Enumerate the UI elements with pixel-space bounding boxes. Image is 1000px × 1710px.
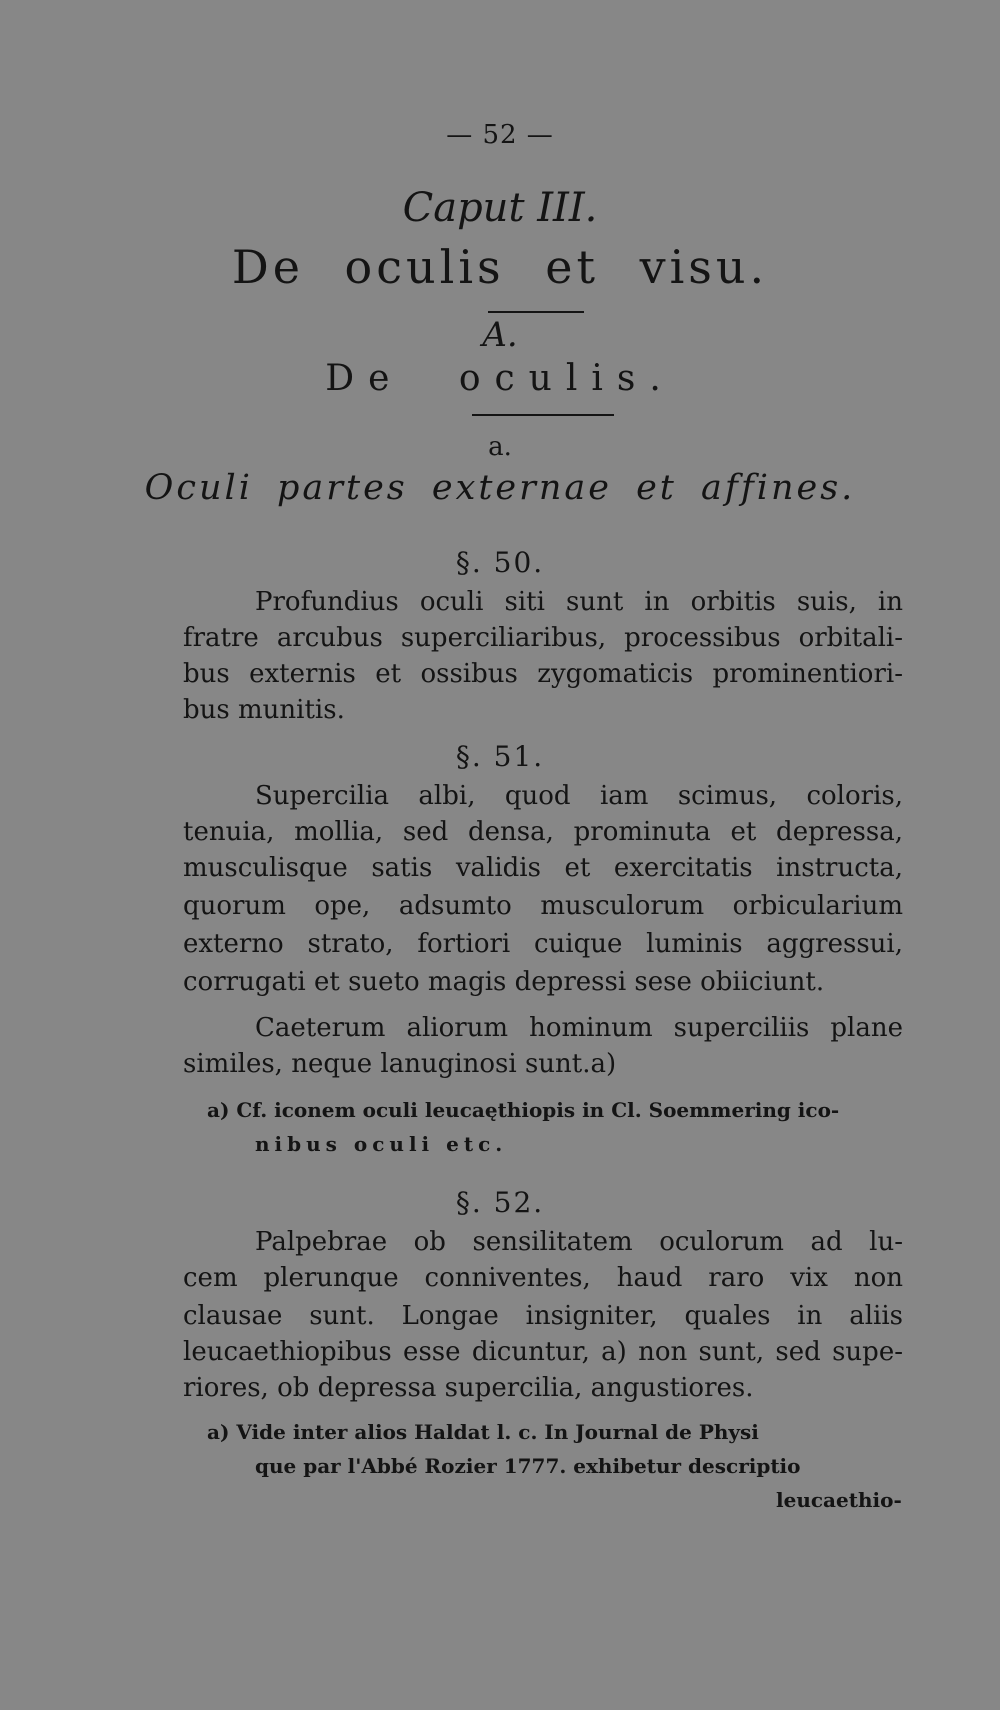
paragraph-number-50: §. 50.	[455, 546, 545, 579]
footnote-line: a) Cf. iconem oculi leucaęthiopis in Cl. Soemmering ico-	[207, 1098, 840, 1122]
text-line: musculisque satis validis et exercitatis instructa,	[183, 853, 903, 883]
footnote-line: nibus oculi etc.	[255, 1132, 508, 1156]
footnote-line: que par l'Abbé Rozier 1777. exhibetur descriptio	[255, 1454, 801, 1478]
text-line: Supercilia albi, quod iam scimus, coloris,	[255, 781, 903, 811]
text-line: fratre arcubus superciliaribus, processibus orbitali-	[183, 623, 903, 653]
text-line: similes, neque lanuginosi sunt.a)	[183, 1049, 617, 1079]
section-letter: A.	[482, 315, 518, 355]
footnote-line: leucaethio-	[776, 1488, 902, 1512]
text-line: leucaethiopibus esse dicuntur, a) non sunt, sed supe-	[183, 1337, 903, 1367]
text-line: corrugati et sueto magis depressi sese obiiciunt.	[183, 967, 825, 997]
text-line: clausae sunt. Longae insigniter, quales in aliis	[183, 1301, 903, 1331]
section-title: De oculis.	[325, 358, 675, 399]
text-line: Caeterum aliorum hominum superciliis plane	[255, 1013, 903, 1043]
subsection-title: Oculi partes externae et affines.	[144, 468, 856, 508]
text-line: externo strato, fortiori cuique luminis aggressui,	[183, 929, 903, 959]
section-rule	[472, 414, 614, 416]
text-line: bus externis et ossibus zygomaticis prominentiori-	[183, 659, 903, 689]
text-line: cem plerunque conniventes, haud raro vix non	[183, 1263, 903, 1293]
text-line: quorum ope, adsumto musculorum orbicularium	[183, 891, 903, 921]
text-line: riores, ob depressa supercilia, angustiores.	[183, 1373, 754, 1403]
chapter-label: Caput III.	[402, 185, 598, 231]
text-line: bus munitis.	[183, 695, 345, 725]
subsection-letter: a.	[488, 432, 512, 462]
chapter-title: De oculis et visu.	[231, 240, 769, 294]
page-number: — 52 —	[446, 120, 554, 150]
paragraph-number-51: §. 51.	[455, 740, 545, 773]
paragraph-number-52: §. 52.	[455, 1186, 545, 1219]
text-line: Profundius oculi siti sunt in orbitis suis, in	[255, 587, 903, 617]
text-line: tenuia, mollia, sed densa, prominuta et depressa,	[183, 817, 903, 847]
text-line: Palpebrae ob sensilitatem oculorum ad lu-	[255, 1227, 903, 1257]
footnote-line: a) Vide inter alios Haldat l. c. In Journal de Physi	[207, 1420, 759, 1444]
title-rule	[488, 311, 584, 313]
